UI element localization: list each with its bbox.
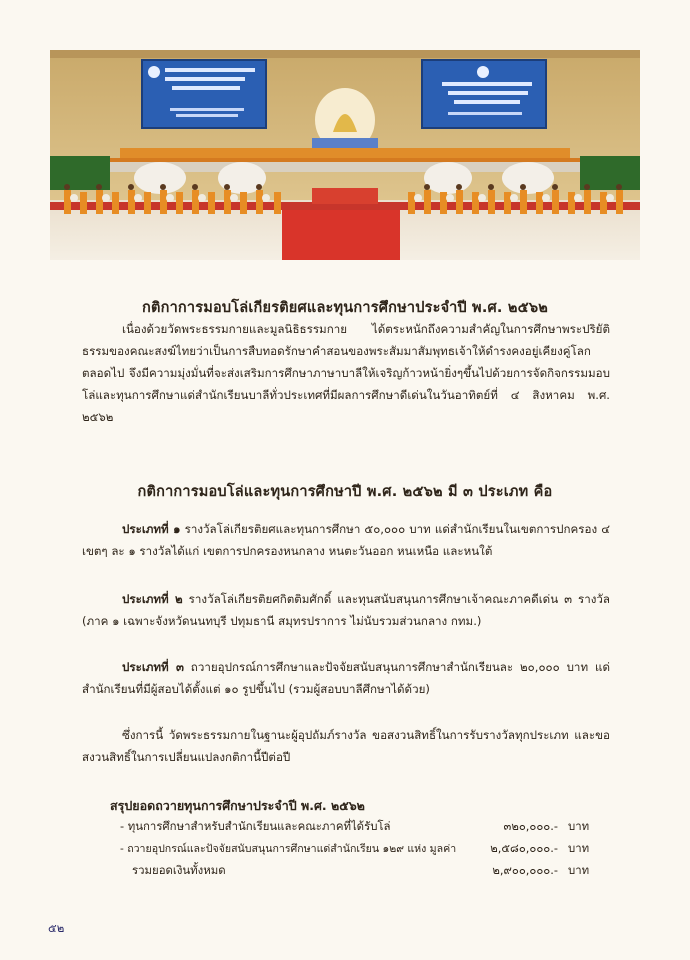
type-2-paragraph xyxy=(82,588,610,632)
summary-row-label: รวมยอดเงินทั้งหมด xyxy=(132,863,226,877)
type-1-label: ประเภทที่ ๑ xyxy=(122,522,181,536)
page-number: ๕๒ xyxy=(48,921,65,935)
sub-title: กติกาการมอบโล่และทุนการศึกษาปี พ.ศ. ๒๕๖๒ มี ๓ ประเภท คือ xyxy=(137,484,553,500)
type-1-paragraph xyxy=(82,518,610,562)
summary-title: สรุปยอดถวายทุนการศึกษาประจำปี พ.ศ. ๒๕๖๒ xyxy=(110,798,365,813)
type-3-label: ประเภทที่ ๓ xyxy=(122,660,184,674)
summary-row-label: - ทุนการศึกษาสำหรับสำนักเรียนและคณะภาคที่ได้รับโล่ xyxy=(120,819,391,833)
summary-row-amount: ๒,๙๐๐,๐๐๐.- xyxy=(492,863,558,877)
type-2-label: ประเภทที่ ๒ xyxy=(122,592,183,606)
type-1-text: รางวัลโล่เกียรติยศและทุนการศึกษา ๕๐,๐๐๐ บาท แด่สำนักเรียนในเขตการปกครอง ๔ เขตๆ ละ ๑ รางวัลได้แก่ เขตการปกครองหนกลาง หนตะวันออก หนเหนือ และหนใต้ xyxy=(82,522,610,558)
type-3-text: ถวายอุปกรณ์การศึกษาและปัจจัยสนับสนุนการศึกษาสำนักเรียนละ ๒๐,๐๐๐ บาท แด่สำนักเรียนที่มีผู้สอบได้ตั้งแต่ ๑๐ รูปขึ้นไป (รวมผู้สอบบาลีศึกษาได้ด้วย) xyxy=(82,660,610,696)
summary-row-amount: ๒,๕๘๐,๐๐๐.- xyxy=(490,841,558,855)
summary-row xyxy=(120,840,610,860)
summary-row-unit: บาท xyxy=(568,863,590,877)
reserve-paragraph: ซึ่งการนี้ วัดพระธรรมกายในฐานะผู้อุปถัมภ์รางวัล ขอสงวนสิทธิ์ในการรับรางวัลทุกประเภท และขอสงวนสิทธิ์ในการเปลี่ยนแปลงกติกานี้ปีต่อปี xyxy=(82,728,610,764)
type-3-paragraph xyxy=(82,656,610,700)
ceremony-photo xyxy=(50,50,640,260)
left-screen xyxy=(142,60,266,128)
summary-row-label: - ถวายอุปกรณ์และปัจจัยสนับสนุนการศึกษาแด่สำนักเรียน ๑๒๙ แห่ง มูลค่า xyxy=(120,843,457,855)
right-screen xyxy=(422,60,546,128)
summary-row xyxy=(120,862,610,882)
summary-row-unit: บาท xyxy=(568,841,590,855)
summary-row xyxy=(120,818,610,838)
intro-paragraph: เนื่องด้วยวัดพระธรรมกายและมูลนิธิธรรมกาย ได้ตระหนักถึงความสำคัญในการศึกษาพระปริยัติธรรมของคณะสงฆ์ไทยว่าเป็นการสืบทอดรักษาคำสอนของพระสัมมาสัมพุทธเจ้าให้ดำรงคงอยู่เคียงคู่โลกตลอดไป จึงมีความมุ่งมั่นที่จะส่งเสริมการศึกษาภาษาบาลีให้เจริญก้าวหน้ายิ่งๆขึ้นไปด้วยการจัดกิจกรรมมอบโล่และทุนการศึกษาแด่สำนักเรียนบาลีทั่วประเทศที่มีผลการศึกษาดีเด่นในวันอาทิตย์ที่ ๔ สิงหาคม พ.ศ. ๒๕๖๒ xyxy=(82,322,610,424)
main-title: กติกาการมอบโล่เกียรติยศและทุนการศึกษาประจำปี พ.ศ. ๒๕๖๒ xyxy=(142,300,548,316)
type-2-text: รางวัลโล่เกียรติยศกิตติมศักดิ์ และทุนสนับสนุนการศึกษาเจ้าคณะภาคดีเด่น ๓ รางวัล (ภาค ๑ เฉพาะจังหวัดนนทบุรี ปทุมธานี สมุทรปราการ ไม่นับรวมส่วนกลาง กทม.) xyxy=(82,592,611,628)
summary-row-amount: ๓๒๐,๐๐๐.- xyxy=(503,819,558,833)
summary-row-unit: บาท xyxy=(568,819,590,833)
